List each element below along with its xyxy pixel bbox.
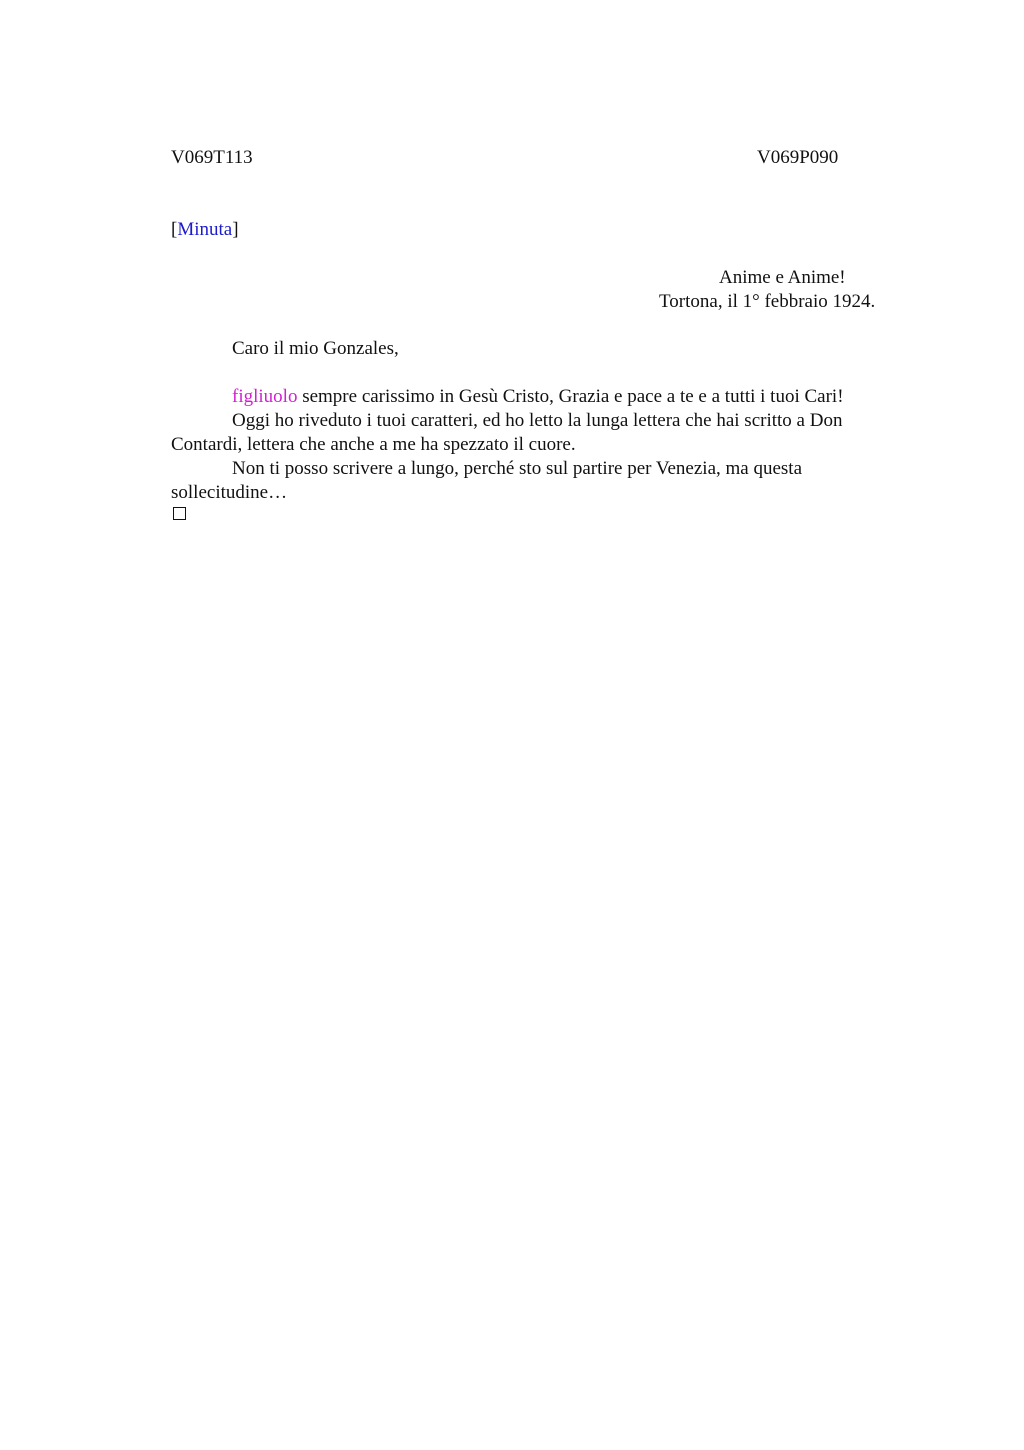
body-line-1 bbox=[232, 385, 844, 409]
body-line-2: Oggi ho riveduto i tuoi caratteri, ed ho letto la lunga lettera che hai scritto a Don bbox=[232, 410, 843, 431]
highlighted-word: figliuolo bbox=[232, 386, 298, 407]
close-bracket: ] bbox=[232, 219, 239, 240]
header-left-code: V069T113 bbox=[171, 147, 253, 168]
body-line-5: sollecitudine… bbox=[171, 482, 288, 503]
open-bracket: [ bbox=[171, 219, 178, 240]
empty-square-icon bbox=[173, 507, 186, 520]
minuta-text: Minuta bbox=[177, 219, 233, 240]
minuta-label bbox=[171, 218, 239, 242]
header-right-code: V069P090 bbox=[757, 147, 839, 168]
body-line-3: Contardi, lettera che anche a me ha spezzato il cuore. bbox=[171, 434, 576, 455]
place-date: Tortona, il 1° febbraio 1924. bbox=[659, 291, 876, 312]
salutation: Caro il mio Gonzales, bbox=[232, 338, 399, 359]
motto: Anime e Anime! bbox=[719, 267, 846, 288]
body-line-1-rest: sempre carissimo in Gesù Cristo, Grazia e pace a te e a tutti i tuoi Cari! bbox=[297, 386, 844, 407]
body-line-4: Non ti posso scrivere a lungo, perché sto sul partire per Venezia, ma questa bbox=[232, 458, 802, 479]
